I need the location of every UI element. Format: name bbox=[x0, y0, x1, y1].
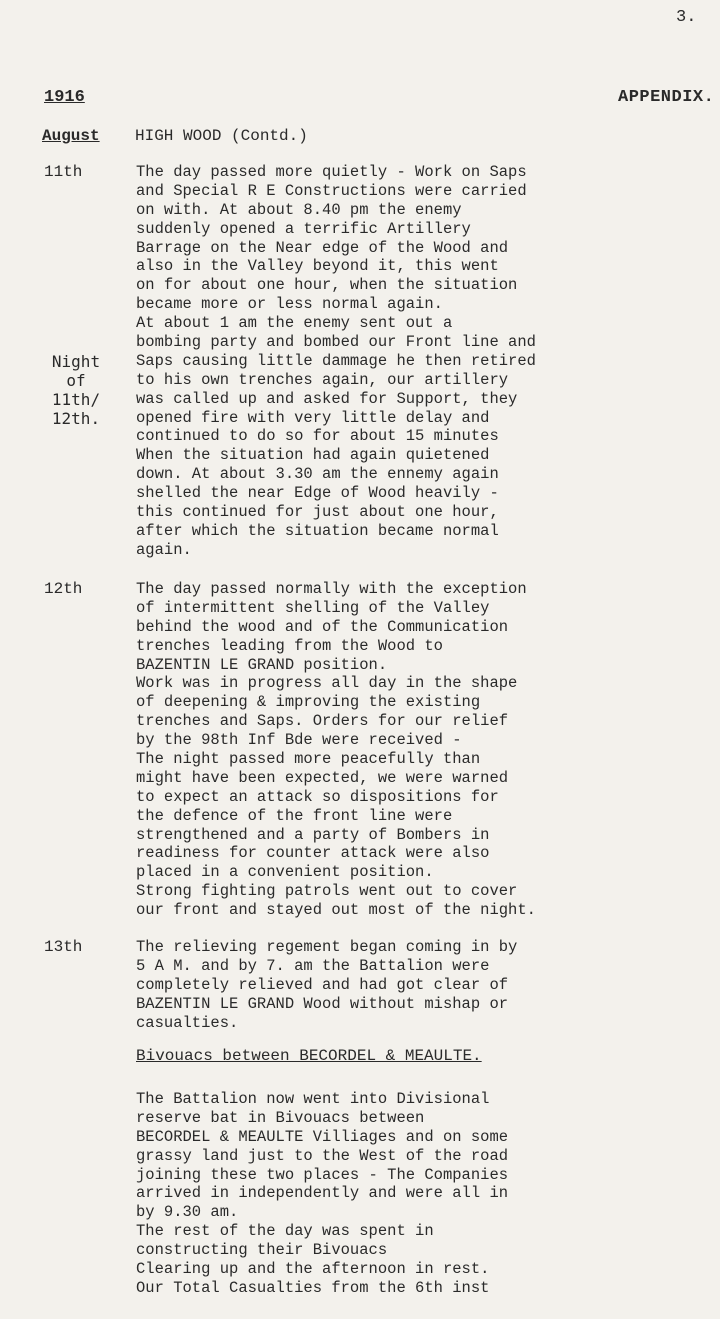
text-line: our front and stayed out most of the night. bbox=[136, 901, 536, 920]
night-label bbox=[46, 352, 106, 428]
text-line: joining these two places - The Companies bbox=[136, 1165, 509, 1184]
text-line: constructing their Bivouacs bbox=[136, 1241, 388, 1260]
text-line: down. At about 3.30 am the ennemy again bbox=[136, 465, 499, 484]
text-line: bombing party and bombed our Front line and bbox=[136, 333, 536, 352]
final-paragraph bbox=[136, 1090, 696, 1298]
text-line: trenches and Saps. Orders for our relief bbox=[136, 712, 509, 731]
entry-13th bbox=[136, 938, 696, 1032]
text-line: Clearing up and the afternoon in rest. bbox=[136, 1260, 490, 1279]
text-line: readiness for counter attack were also bbox=[136, 844, 490, 863]
text-line: became more or less normal again. bbox=[136, 295, 443, 314]
text-line: and Special R E Constructions were carried bbox=[136, 181, 527, 200]
text-line: opened fire with very little delay and bbox=[136, 408, 490, 427]
text-line: shelled the near Edge of Wood heavily - bbox=[136, 484, 499, 503]
text-line: by the 98th Inf Bde were received - bbox=[136, 731, 462, 750]
text-line: Strong fighting patrols went out to cover bbox=[136, 882, 518, 901]
night-label-line: of bbox=[66, 371, 86, 390]
text-line: this continued for just about one hour, bbox=[136, 503, 499, 522]
text-line: The night passed more peacefully than bbox=[136, 750, 481, 769]
text-line: 5 A M. and by 7. am the Battalion were bbox=[136, 956, 490, 975]
text-line: The rest of the day was spent in bbox=[136, 1222, 434, 1241]
entry-date-11th: 11th bbox=[44, 163, 83, 181]
text-line: casualties. bbox=[136, 1013, 239, 1032]
text-line: the defence of the front line were bbox=[136, 806, 453, 825]
text-line: continued to do so for about 15 minutes bbox=[136, 427, 499, 446]
text-line: of deepening & improving the existing bbox=[136, 693, 481, 712]
text-line: BAZENTIN LE GRAND position. bbox=[136, 655, 388, 674]
text-line: When the situation had again quietened bbox=[136, 446, 490, 465]
text-line: also in the Valley beyond it, this went bbox=[136, 257, 499, 276]
month-heading: August bbox=[42, 127, 100, 145]
text-line: The relieving regement began coming in by bbox=[136, 938, 518, 956]
text-line: reserve bat in Bivouacs between bbox=[136, 1108, 425, 1127]
entry-date-13th: 13th bbox=[44, 938, 83, 956]
text-line: of intermittent shelling of the Valley bbox=[136, 598, 490, 617]
text-line: completely relieved and had got clear of bbox=[136, 975, 509, 994]
appendix-label: APPENDIX. bbox=[618, 88, 715, 107]
text-line: to his own trenches again, our artillery bbox=[136, 370, 509, 389]
page-number: 3. bbox=[676, 8, 697, 27]
text-line: Our Total Casualties from the 6th inst bbox=[136, 1278, 490, 1297]
text-line: Saps causing little dammage he then retired bbox=[136, 351, 536, 370]
text-line: BECORDEL & MEAULTE Villiages and on some bbox=[136, 1127, 509, 1146]
text-line: strengthened and a party of Bombers in bbox=[136, 825, 490, 844]
text-line: might have been expected, we were warned bbox=[136, 768, 509, 787]
text-line: The Battalion now went into Divisional bbox=[136, 1090, 490, 1108]
text-line: on with. At about 8.40 pm the enemy bbox=[136, 200, 462, 219]
location-heading: HIGH WOOD (Contd.) bbox=[135, 127, 308, 145]
text-line: The day passed more quietly - Work on Saps bbox=[136, 163, 527, 181]
text-line: arrived in independently and were all in bbox=[136, 1184, 509, 1203]
text-line: Barrage on the Near edge of the Wood and bbox=[136, 238, 509, 257]
text-line: suddenly opened a terrific Artillery bbox=[136, 219, 471, 238]
entry-date-12th: 12th bbox=[44, 580, 83, 598]
year-heading: 1916 bbox=[44, 88, 85, 107]
text-line: placed in a convenient position. bbox=[136, 863, 434, 882]
text-line: trenches leading from the Wood to bbox=[136, 636, 443, 655]
text-line: to expect an attack so dispositions for bbox=[136, 787, 499, 806]
text-line: BAZENTIN LE GRAND Wood without mishap or bbox=[136, 994, 509, 1013]
bivouac-subheading: Bivouacs between BECORDEL & MEAULTE. bbox=[136, 1047, 482, 1065]
night-label-line: Night bbox=[51, 352, 101, 371]
text-line: on for about one hour, when the situation bbox=[136, 276, 518, 295]
night-label-line: 11th/ bbox=[51, 390, 101, 409]
text-line: The day passed normally with the exception bbox=[136, 580, 527, 598]
text-line: after which the situation became normal bbox=[136, 521, 499, 540]
text-line: again. bbox=[136, 540, 192, 559]
entry-11th bbox=[136, 163, 696, 560]
text-line: behind the wood and of the Communication bbox=[136, 617, 509, 636]
entry-12th bbox=[136, 580, 696, 920]
text-line: At about 1 am the enemy sent out a bbox=[136, 314, 453, 333]
night-label-line: 12th. bbox=[51, 409, 101, 428]
text-line: grassy land just to the West of the road bbox=[136, 1146, 509, 1165]
text-line: Work was in progress all day in the shape bbox=[136, 674, 518, 693]
text-line: by 9.30 am. bbox=[136, 1203, 239, 1222]
text-line: was called up and asked for Support, they bbox=[136, 389, 518, 408]
